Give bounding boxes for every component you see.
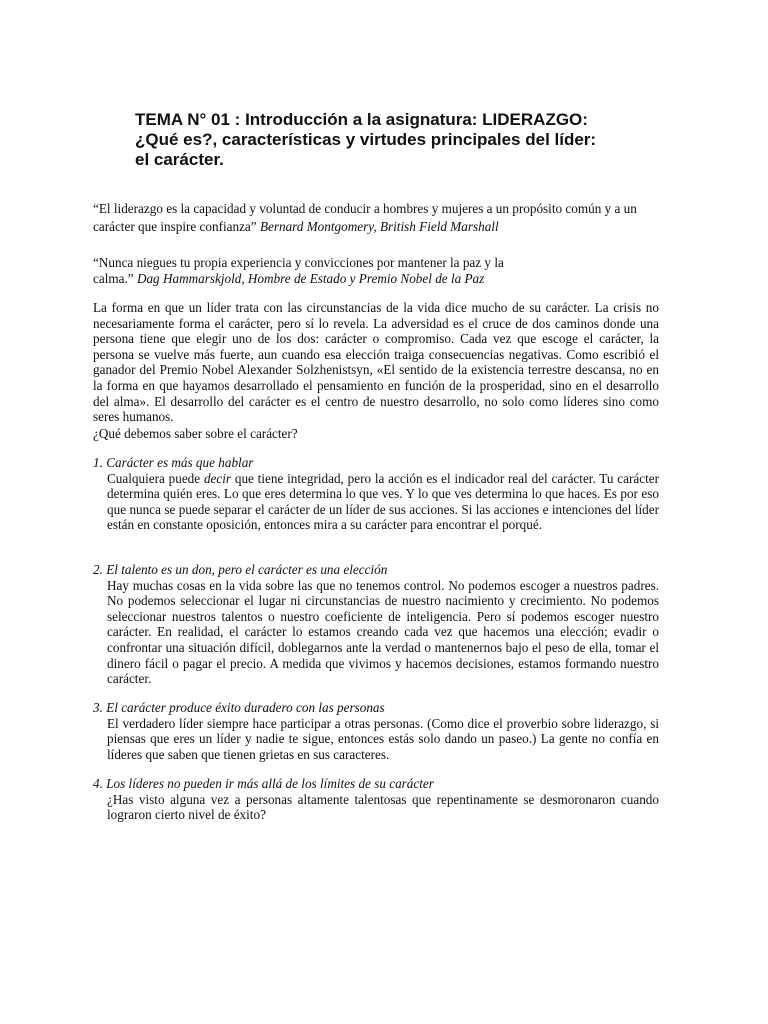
- title-line-1: TEMA N° 01 : Introducción a la asignatura: LIDERAZGO:: [135, 110, 588, 129]
- section-title: 1. Carácter es más que hablar: [93, 455, 254, 470]
- section-2: [93, 562, 659, 687]
- document-title: [135, 110, 675, 170]
- section-question: ¿Qué debemos saber sobre el carácter?: [93, 426, 298, 441]
- section-1: [93, 455, 659, 533]
- section-body: Hay muchas cosas en la vida sobre las que no tenemos control. No podemos escoger a nuestros padres. No podemos seleccionar el lugar ni circunstancias de nuestro nacimiento y crecimiento. No podemos seleccionar nuestros talentos o nuestro coeficiente de inteligencia. Pero sí podemos escoger nuestro carácter. En realidad, el carácter lo estamos creando cada vez que hacemos una elección; evadir o confrontar una situación difícil, doblegarnos ante la verdad o mantenernos bajo el peso de ella, tomar el dinero fácil o pagar el precio. A medida que vivimos y hacemos decisiones, estamos formando nuestro carácter.: [107, 577, 659, 687]
- quote-author: Dag Hammarskjold, Hombre de Estado y Premio Nobel de la Paz: [136, 270, 485, 286]
- section-body: El verdadero líder siempre hace participar a otras personas. (Como dice el proverbio sobre liderazgo, si piensas que eres un líder y nadie te sigue, entonces estás solo dando un paseo.) La gente no confía en líderes que saben que tienen grietas en sus caracteres.: [107, 715, 659, 762]
- quote-text-line-2: calma.”: [93, 270, 134, 286]
- title-line-3: el carácter.: [135, 150, 224, 169]
- quote-montgomery: [93, 200, 673, 236]
- section-body: [107, 471, 659, 533]
- section-title: 4. Los líderes no pueden ir más allá de los límites de su carácter: [93, 776, 434, 791]
- quote-text: “El liderazgo es la capacidad y voluntad de conducir a hombres y mujeres a un propósito común y a un carácter que inspire confianza”: [93, 201, 637, 234]
- section-4: [93, 776, 659, 823]
- title-line-2: ¿Qué es?, características y virtudes principales del líder:: [135, 130, 597, 149]
- quote-text-line-1: “Nunca niegues tu propia experiencia y convicciones por mantener la paz y la: [93, 255, 504, 270]
- section-title: 2. El talento es un don, pero el carácter es una elección: [93, 562, 388, 577]
- section-body-post: que tiene integridad, pero la acción es el indicador real del carácter. Tu carácter determina quién eres. Lo que eres determina lo que ves. Y lo que ves determina lo que haces. Es por eso que nunca se puede separar el carácter de un líder de sus acciones. Si las acciones e intenciones del líder están en constante oposición, entonces mira a su carácter para encontrar el porqué.: [107, 470, 659, 533]
- section-title: 3. El carácter produce éxito duradero con las personas: [93, 700, 385, 715]
- section-body-pre: Cualquiera puede: [107, 470, 201, 486]
- section-3: [93, 700, 659, 762]
- section-body-emphasis: decir: [203, 470, 232, 486]
- quote-author: Bernard Montgomery, British Field Marshall: [259, 219, 499, 234]
- section-body: ¿Has visto alguna vez a personas altamente talentosas que repentinamente se desmoronaron cuando lograron cierto nivel de éxito?: [107, 791, 659, 823]
- intro-paragraph: La forma en que un líder trata con las circunstancias de la vida dice mucho de su carácter. La crisis no necesariamente forma el carácter, pero sí lo revela. La adversidad es el cruce de dos caminos donde una persona tiene que elegir uno de los dos: carácter o compromiso. Cada vez que escoge el carácter, la persona se vuelve más fuerte, aun cuando esa elección traiga consecuencias negativas. Como escribió el ganador del Premio Nobel Alexander Solzhenistsyn, «El sentido de la existencia terrestre descansa, no en la forma en que hayamos desarrollado el pensamiento en función de la prosperidad, sino en el desarrollo del alma». El desarrollo del carácter es el centro de nuestro desarrollo, no solo como líderes sino como seres humanos.: [93, 300, 659, 425]
- quote-hammarskjold: [93, 255, 673, 286]
